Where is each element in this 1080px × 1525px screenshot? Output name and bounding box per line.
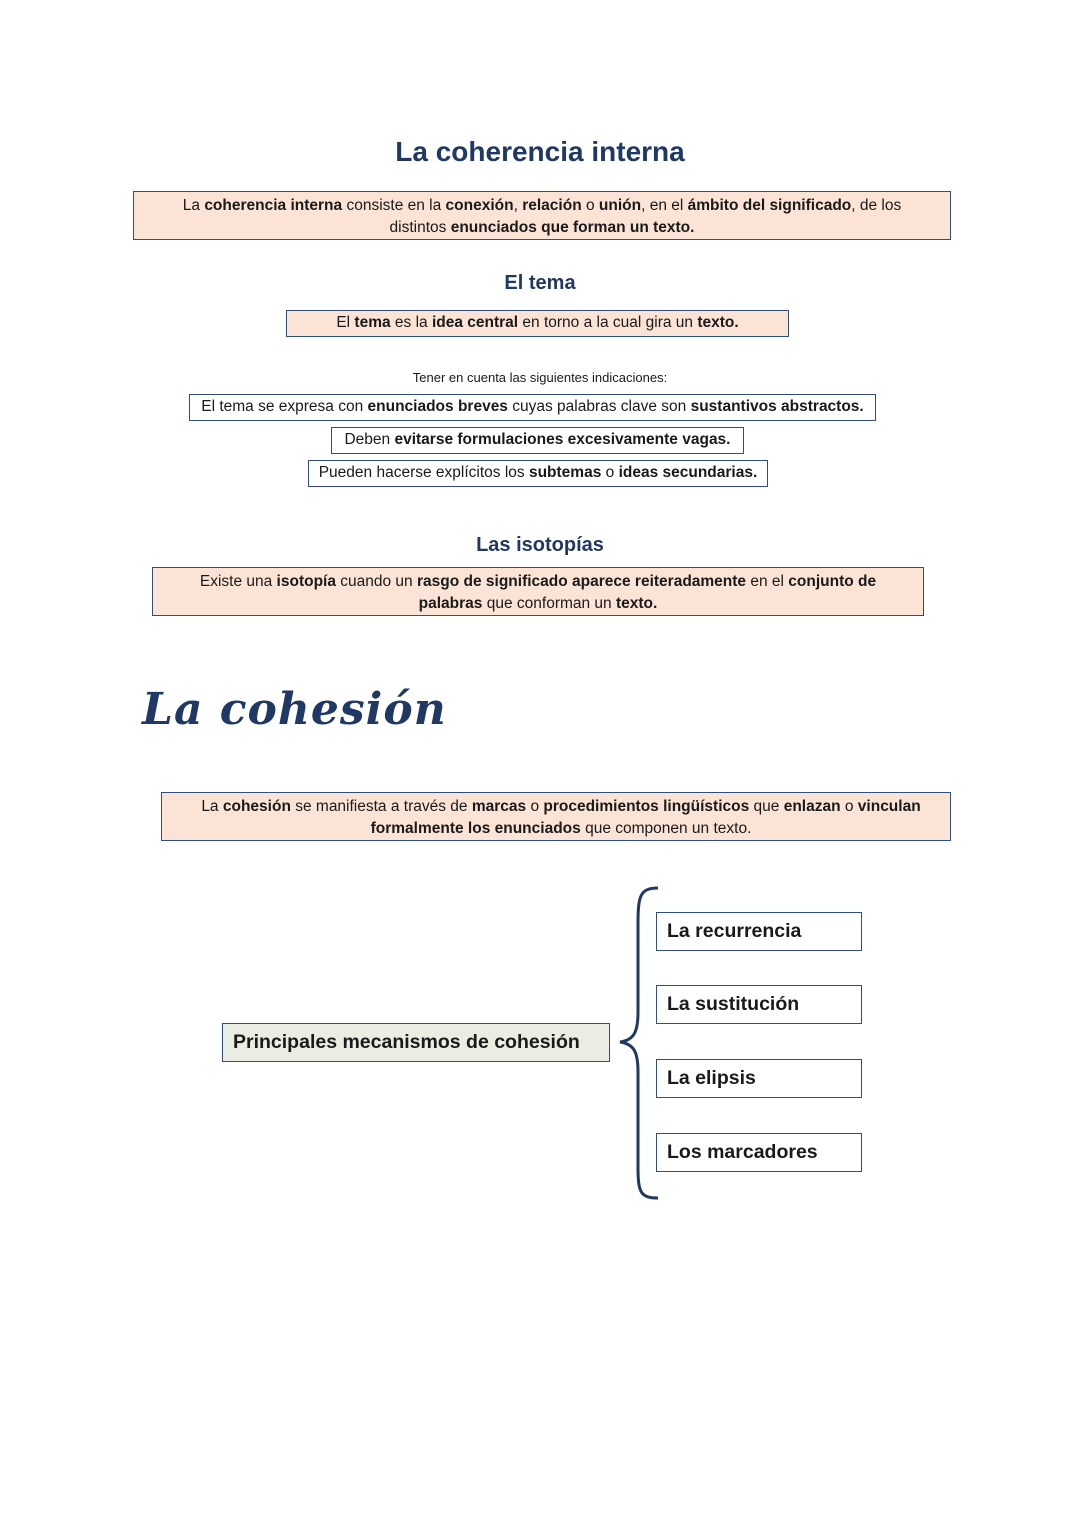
bold-text: marcas <box>471 798 527 815</box>
bold-text: ideas secundarias. <box>618 464 758 481</box>
bold-text: tema <box>354 314 391 331</box>
text-run: o <box>526 798 544 815</box>
bold-text: idea central <box>431 314 519 331</box>
text-run: cuyas palabras clave son <box>507 398 691 415</box>
bold-text: relación <box>522 197 582 214</box>
bold-text: texto. <box>615 595 658 612</box>
text-run: , <box>513 197 523 214</box>
indications-note: Tener en cuenta las siguientes indicaciones: <box>412 370 668 385</box>
bold-text: conjunto de palabras <box>418 573 877 612</box>
text-run: que <box>749 798 784 815</box>
subtitle-tema: El tema <box>504 272 576 294</box>
bold-text: vinculan formalmente los enunciados <box>370 798 921 837</box>
mechanisms-main-box: Principales mecanismos de cohesión <box>222 1023 610 1062</box>
bold-text: enunciados breves <box>367 398 508 415</box>
bold-text: cohesión <box>222 798 291 815</box>
bold-text: texto. <box>697 314 739 331</box>
text-run: El <box>336 314 355 331</box>
text-run: o <box>601 464 619 481</box>
text-run: en el <box>746 573 789 590</box>
text-run: es la <box>390 314 432 331</box>
text-run: que componen un texto. <box>580 820 752 837</box>
bold-text: unión <box>598 197 642 214</box>
text-run: Deben <box>344 431 395 448</box>
text-run: , en el <box>641 197 688 214</box>
mechanism-item: La recurrencia <box>656 912 862 951</box>
bold-text: enlazan <box>783 798 841 815</box>
bold-text: subtemas <box>528 464 602 481</box>
subtitle-isotopias: Las isotopías <box>476 534 604 556</box>
text-run: Existe una <box>199 573 277 590</box>
bold-text: coherencia interna <box>204 197 343 214</box>
bold-text: conexión <box>445 197 514 214</box>
coherence-definition-box <box>133 191 951 240</box>
bold-text: procedimientos lingüísticos <box>543 798 750 815</box>
mechanism-item: La elipsis <box>656 1059 862 1098</box>
bold-text: ámbito del significado <box>687 197 852 214</box>
text-run: , de los distintos <box>389 197 902 236</box>
text-run: en torno a la cual gira un <box>518 314 698 331</box>
tema-definition-box <box>286 310 789 337</box>
text-run: El tema se expresa con <box>201 398 368 415</box>
text-run: cuando un <box>335 573 417 590</box>
cohesion-definition-box <box>161 792 951 841</box>
text-run: Pueden hacerse explícitos los <box>318 464 529 481</box>
bold-text: evitarse formulaciones excesivamente vagas. <box>394 431 731 448</box>
mechanism-item: Los marcadores <box>656 1133 862 1172</box>
isotopias-definition-box <box>152 567 924 616</box>
bold-text: isotopía <box>276 573 336 590</box>
bold-text: rasgo de significado aparece reiteradamente <box>416 573 747 590</box>
text-run: consiste en la <box>342 197 446 214</box>
indication-1 <box>189 394 876 421</box>
text-run: La <box>201 798 223 815</box>
mechanism-item: La sustitución <box>656 985 862 1024</box>
text-run: que conforman un <box>482 595 616 612</box>
text-run: La <box>182 197 205 214</box>
indication-3 <box>308 460 768 487</box>
section-title-cohesion: La cohesión <box>142 684 447 735</box>
text-run: se manifiesta a través de <box>290 798 472 815</box>
text-run: o <box>840 798 858 815</box>
bold-text: sustantivos abstractos. <box>690 398 864 415</box>
section-title-coherencia: La coherencia interna <box>395 136 685 167</box>
indication-2 <box>331 427 744 454</box>
text-run: o <box>581 197 599 214</box>
bold-text: enunciados que forman un texto. <box>450 219 695 236</box>
